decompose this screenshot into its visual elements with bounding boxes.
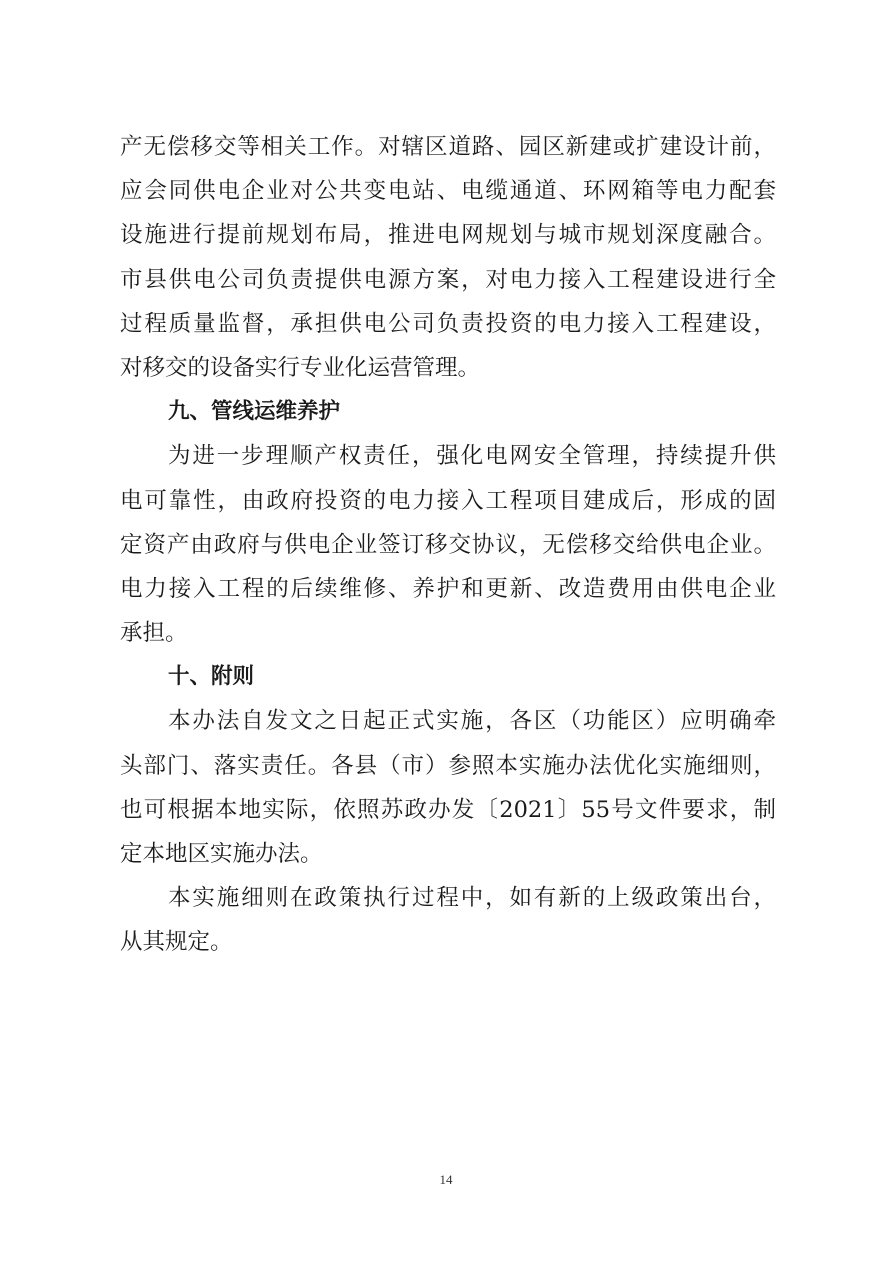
text-line: 应会同供电企业对公共变电站、电缆通道、环网箱等电力配套 [120, 178, 776, 205]
text-line: 为进一步理顺产权责任，强化电网安全管理，持续提升供 [168, 443, 776, 470]
text-line: 承担。 [120, 620, 188, 647]
text-line: 市县供电公司负责提供电源方案，对电力接入工程建设进行全 [120, 266, 776, 293]
page-number: 14 [439, 1172, 453, 1187]
text-line: 电可靠性，由政府投资的电力接入工程项目建成后，形成的固 [120, 487, 776, 514]
document-body [120, 125, 776, 965]
text-line: 定本地区实施办法。 [120, 841, 323, 867]
text-line: 也可根据本地实际，依照苏政办发〔2021〕55号文件要求，制 [120, 796, 776, 823]
text-line: 定资产由政府与供电企业签订移交协议，无偿移交给供电企业。 [120, 531, 776, 558]
text-line: 头部门、落实责任。各县（市）参照本实施办法优化实施细则， [120, 752, 776, 779]
text-line: 本实施细则在政策执行过程中，如有新的上级政策出台， [168, 885, 776, 912]
text-line: 设施进行提前规划布局，推进电网规划与城市规划深度融合。 [120, 222, 776, 249]
section-heading: 九、管线运维养护 [168, 399, 341, 425]
text-line: 过程质量监督，承担供电公司负责投资的电力接入工程建设， [120, 310, 776, 337]
paragraph [120, 699, 776, 876]
paragraph [120, 876, 776, 964]
text-line: 本办法自发文之日起正式实施，各区（功能区）应明确牵 [168, 708, 776, 735]
paragraph [120, 125, 776, 390]
text-line: 电力接入工程的后续维修、养护和更新、改造费用由供电企业 [120, 575, 776, 602]
text-line: 对移交的设备实行专业化运营管理。 [120, 354, 481, 381]
paragraph [120, 434, 776, 655]
text-line: 产无偿移交等相关工作。对辖区道路、园区新建或扩建设计前， [120, 134, 776, 160]
section-heading: 十、附则 [168, 664, 255, 690]
text-line: 从其规定。 [120, 929, 233, 956]
